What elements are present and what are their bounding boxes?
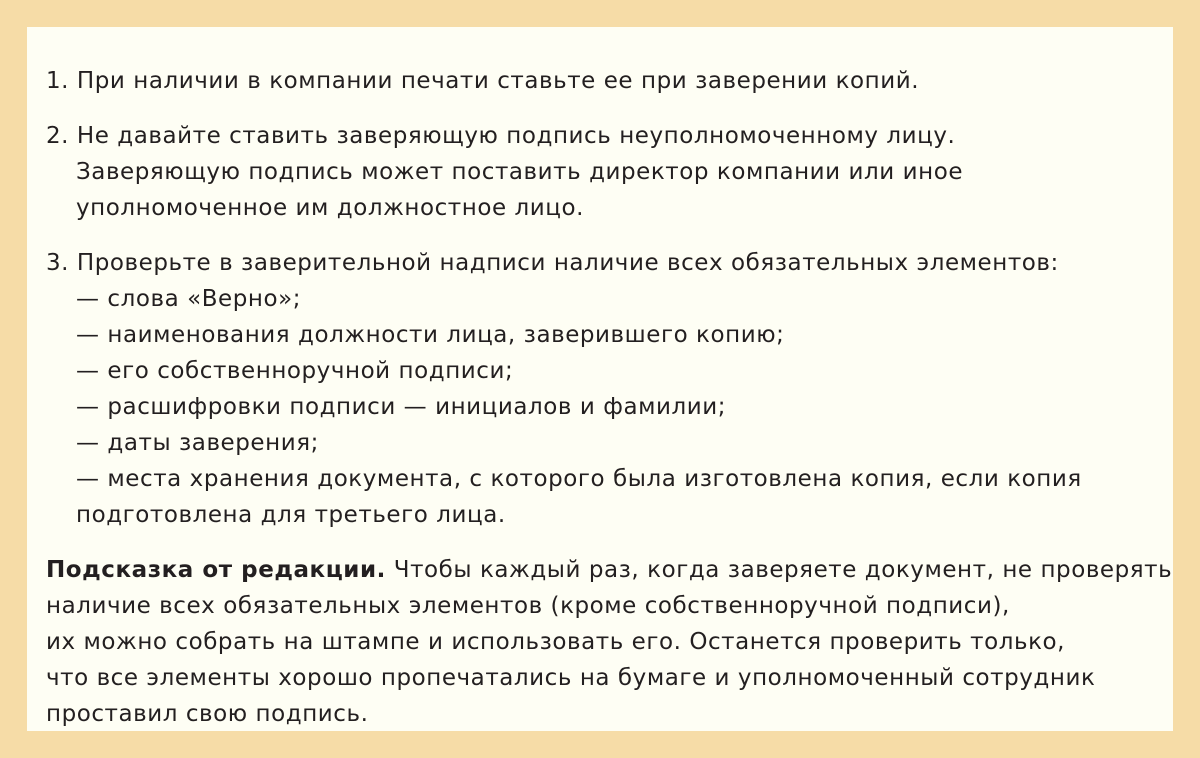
list-item-3: [46, 245, 1173, 533]
list-item-line: 1. При наличии в компании печати ставьте ее при заверении копий.: [46, 68, 920, 94]
tip-line: что все элементы хорошо пропечатались на бумаге и уполномоченный сотрудник: [46, 665, 1096, 691]
tips-panel: [27, 27, 1173, 731]
list-item-line: 3. Проверьте в заверительной надписи наличие всех обязательных элементов:: [46, 250, 1059, 276]
tip-heading: Подсказка от редакции.: [46, 557, 386, 583]
sub-item-position: — наименования должности лица, заверившего копию;: [76, 322, 785, 348]
tip-line: [46, 552, 1173, 588]
list-item-line: Заверяющую подпись может поставить директор компании или иное: [76, 159, 964, 185]
sub-item-transcript: — расшифровки подписи — инициалов и фамилии;: [76, 394, 727, 420]
sub-item-storage-place-cont: подготовлена для третьего лица.: [76, 502, 506, 528]
list-item-2: [46, 118, 1173, 226]
list-item-1: [46, 63, 1173, 99]
tip-text: Чтобы каждый раз, когда заверяете документ, не проверять: [385, 557, 1173, 583]
sub-item-storage-place: — места хранения документа, с которого была изготовлена копия, если копия: [76, 466, 1082, 492]
tip-line: их можно собрать на штампе и использовать его. Останется проверить только,: [46, 629, 1066, 655]
sub-item-word-verno: — слова «Верно»;: [76, 286, 302, 312]
tip-line: наличие всех обязательных элементов (кроме собственноручной подписи),: [46, 593, 1010, 619]
editor-tip: [46, 552, 1173, 732]
list-item-line: уполномоченное им должностное лицо.: [76, 195, 584, 221]
list-item-line: 2. Не давайте ставить заверяющую подпись неуполномоченному лицу.: [46, 123, 956, 149]
sub-item-signature: — его собственноручной подписи;: [76, 358, 514, 384]
tip-line: проставил свою подпись.: [46, 701, 369, 727]
sub-item-date: — даты заверения;: [76, 430, 319, 456]
